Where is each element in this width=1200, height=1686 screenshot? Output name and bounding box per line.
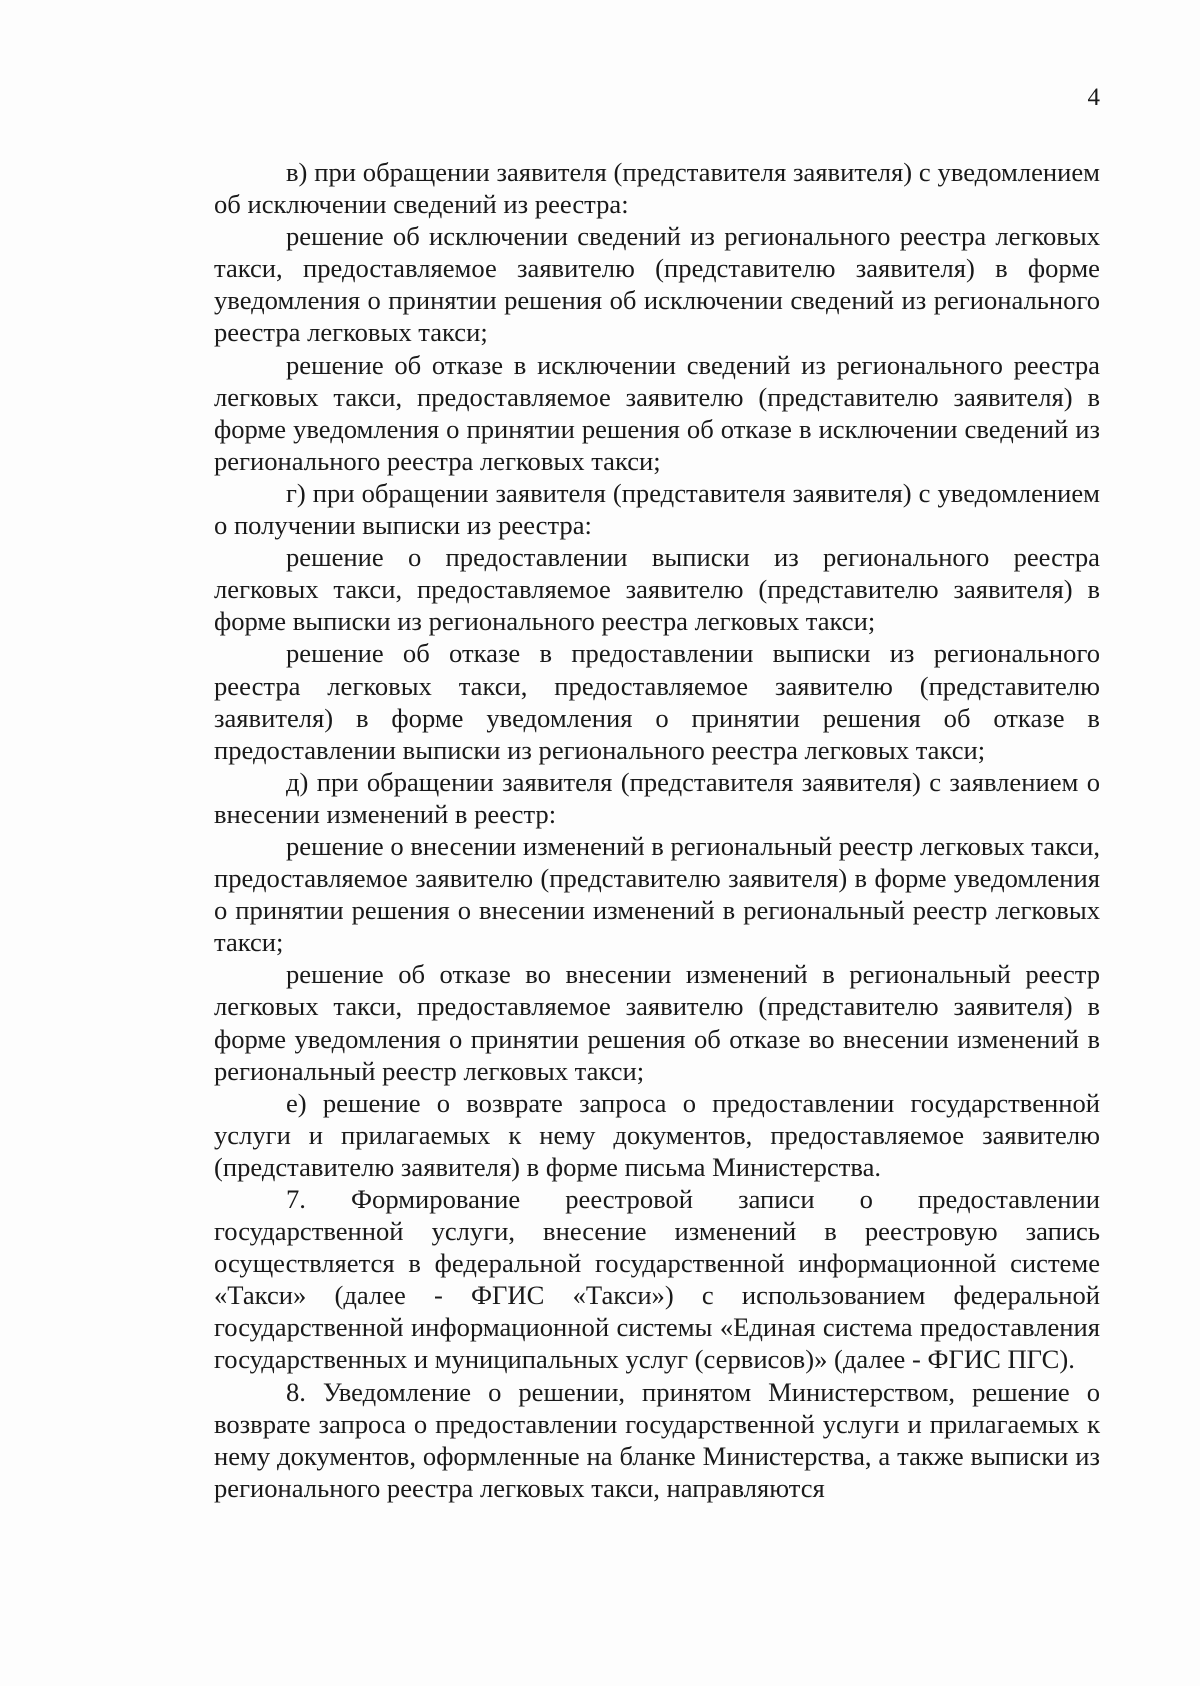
paragraph-decision-extract: решение о предоставлении выписки из регионального реестра легковых такси, предоставляемое заявителю (представителю заявителя) в форме выписки из регионального реестра легковых такси;: [214, 542, 1100, 637]
paragraph-e-return: е) решение о возврате запроса о предоставлении государственной услуги и прилагаемых к нему документов, предоставляемое заявителю (представителю заявителя) в форме письма Министерства.: [214, 1087, 1100, 1182]
paragraph-g-intro: г) при обращении заявителя (представителя заявителя) с уведомлением о получении выписки из реестра:: [214, 477, 1100, 541]
paragraph-decision-exclusion: решение об исключении сведений из регионального реестра легковых такси, предоставляемое заявителю (представителю заявителя) в форме уведомления о принятии решения об исключении сведений из регионального реестра легковых такси;: [214, 221, 1100, 348]
page-number: 4: [1087, 84, 1100, 111]
document-body: [214, 156, 1100, 1504]
paragraph-v-intro: в) при обращении заявителя (представителя заявителя) с уведомлением об исключении сведений из реестра:: [214, 157, 1100, 220]
paragraph-decision-changes: решение о внесении изменений в региональный реестр легковых такси, предоставляемое заявителю (представителю заявителя) в форме уведомления о принятии решения о внесении изменений в региональный реестр легковых такси;: [214, 830, 1100, 958]
paragraph-refusal-extract: решение об отказе в предоставлении выписки из регионального реестра легковых такси, предоставляемое заявителю (представителю заявителя) в форме уведомления о принятии решения об отказе в предоставлении выписки из регионального реестра легковых такси;: [214, 638, 1100, 765]
paragraph-item-8: 8. Уведомление о решении, принятом Министерством, решение о возврате запроса о предоставлении государственной услуги и прилагаемых к нему документов, оформленные на бланке Министерства, а также выписки из регионального реестра легковых такси, направляются: [214, 1376, 1100, 1503]
paragraph-item-7: 7. Формирование реестровой записи о предоставлении государственной услуги, внесение изменений в реестровую запись осуществляется в федеральной государственной информационной системе «Такси» (далее - ФГИС «Такси») с использованием федеральной государственной информационной системы «Единая система предоставления государственных и муниципальных услуг (сервисов)» (далее - ФГИС ПГС).: [214, 1184, 1100, 1375]
paragraph-refusal-exclusion: решение об отказе в исключении сведений из регионального реестра легковых такси, предоставляемое заявителю (представителю заявителя) в форме уведомления о принятии решения об отказе в исключении сведений из регионального реестра легковых такси;: [214, 349, 1100, 476]
paragraph-d-intro: д) при обращении заявителя (представителя заявителя) с заявлением о внесении изменений в реестр:: [214, 766, 1100, 829]
paragraph-refusal-changes: решение об отказе во внесении изменений в региональный реестр легковых такси, предоставляемое заявителю (представителю заявителя) в форме уведомления о принятии решения об отказе во внесении изменений в региональный реестр легковых такси;: [214, 959, 1100, 1086]
